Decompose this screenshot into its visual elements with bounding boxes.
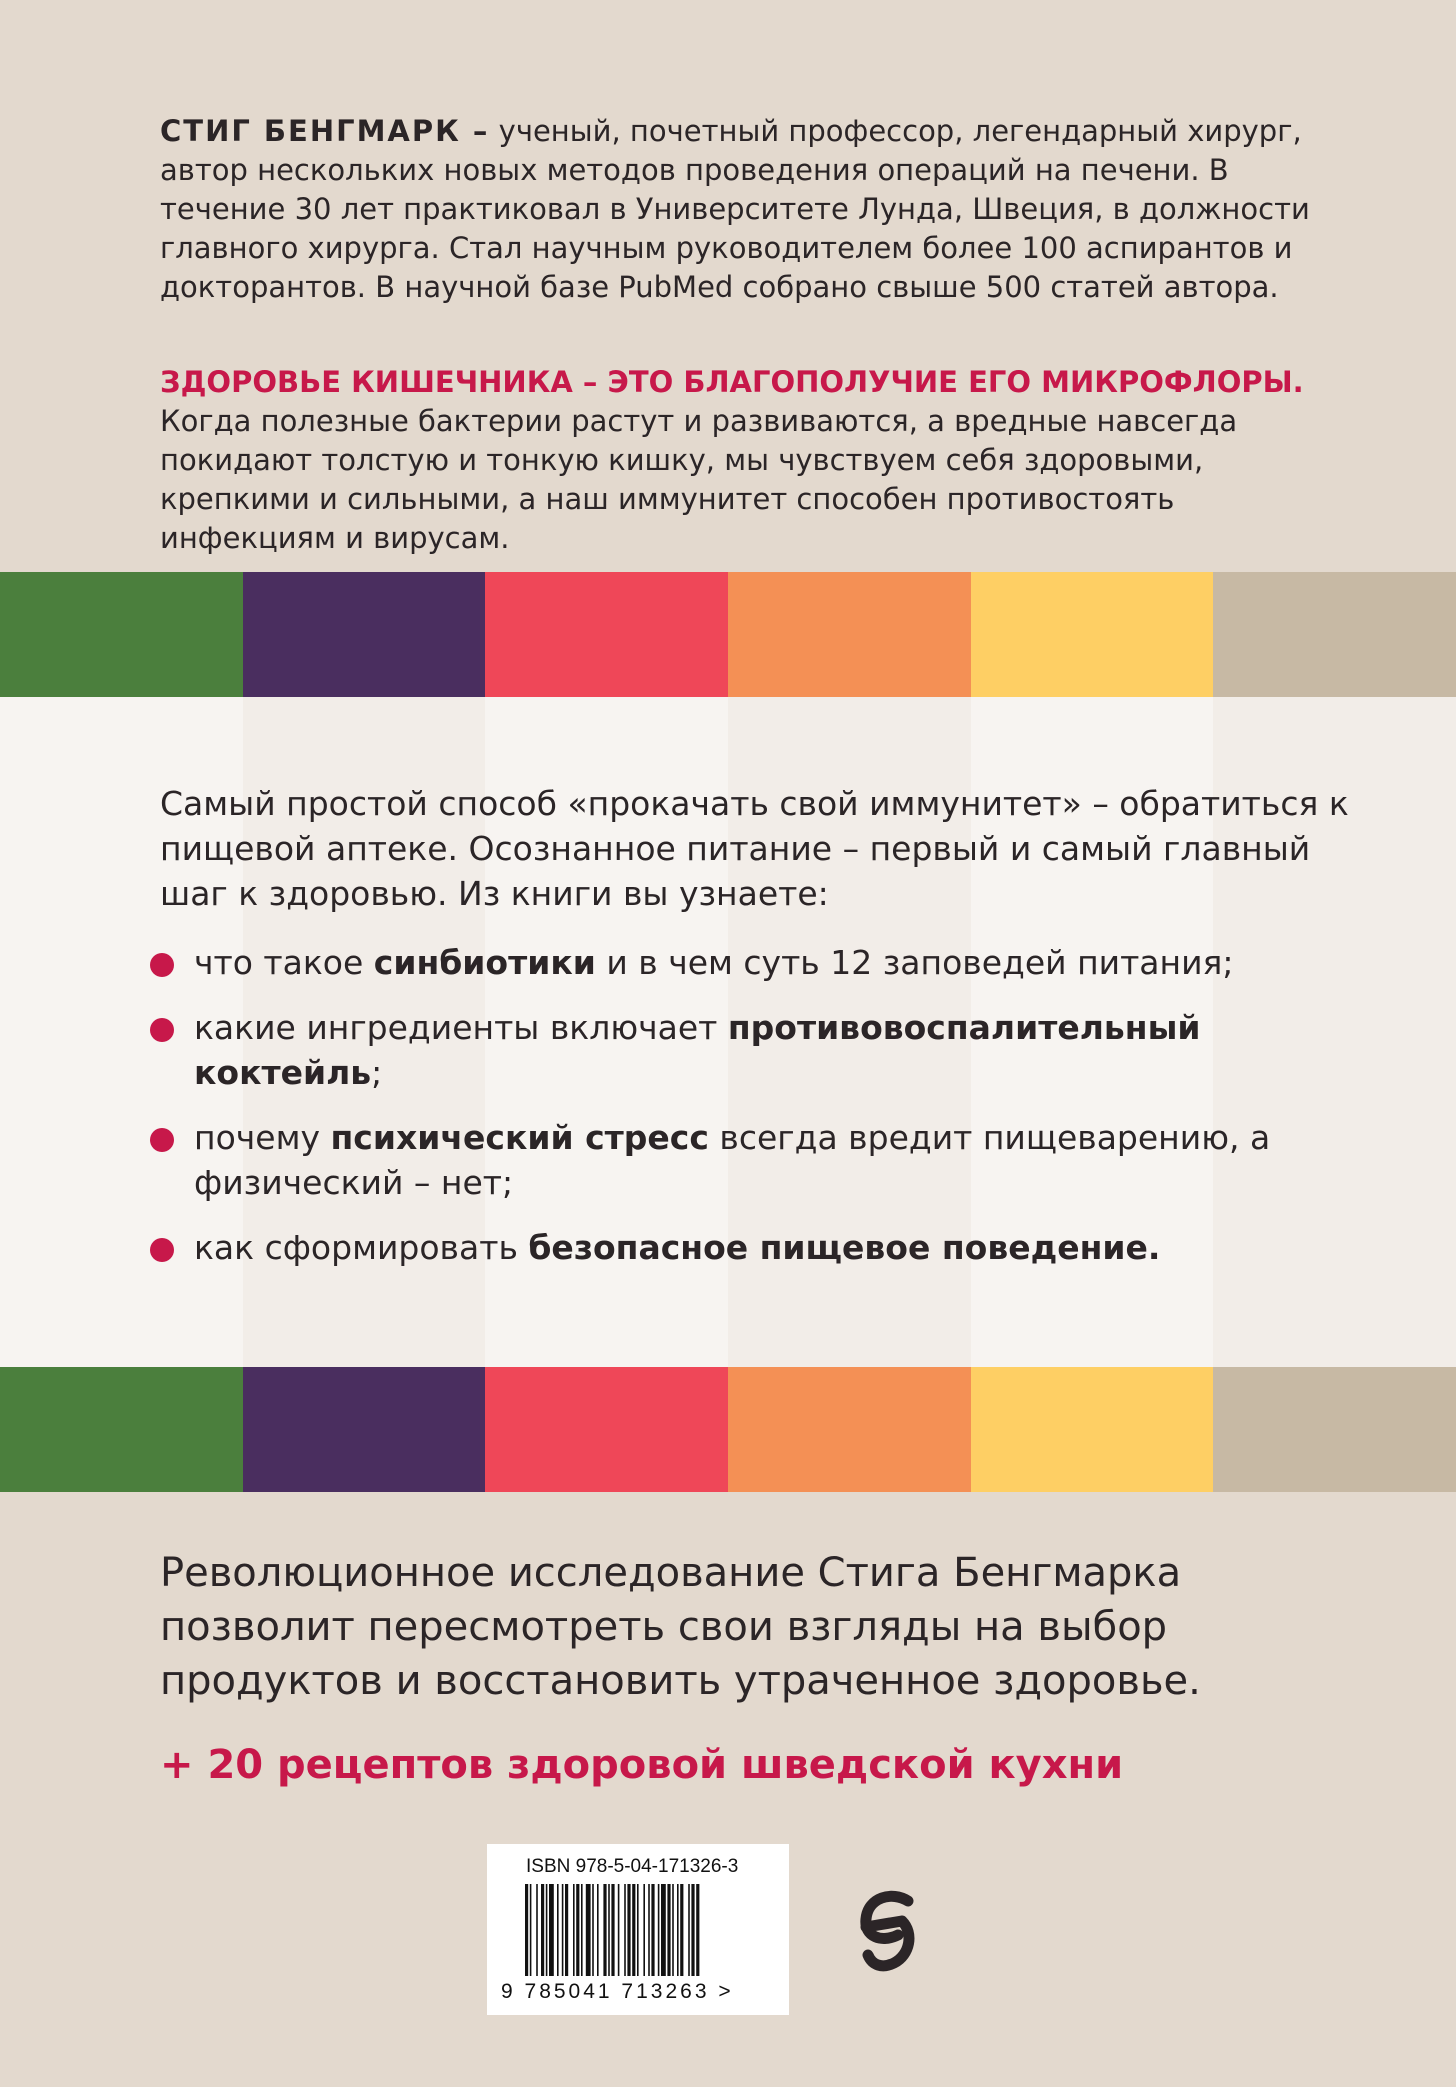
- list-item: какие ингредиенты включает противовоспалительный коктейль;: [150, 1005, 1350, 1095]
- color-stripe-bottom: [0, 1367, 1456, 1492]
- bullet-dot-icon: [150, 953, 174, 977]
- stripe-segment: [971, 1367, 1214, 1492]
- barcode: [487, 1844, 789, 2015]
- benefits-list: [150, 940, 1350, 1290]
- stripe-segment: [0, 1367, 243, 1492]
- author-bio-lead: СТИГ БЕНГМАРК –: [160, 114, 490, 148]
- author-bio-text: ученый, почетный профессор, легендарный хирург, автор нескольких новых методов проведения операций на печени. В течение 30 лет практиковал в Университете Лунда, Швеция, в должности главного хирурга. Стал научным руководителем более 100 аспирантов и докторантов. В научной базе PubMed собрано свыше 500 статей автора.: [160, 114, 1310, 304]
- stripe-segment: [485, 572, 728, 697]
- color-stripe-top: [0, 572, 1456, 697]
- list-item: как сформировать безопасное пищевое поведение.: [150, 1225, 1350, 1270]
- stripe-segment: [728, 572, 971, 697]
- barcode-bars-icon: [525, 1884, 753, 1976]
- stripe-segment: [1213, 1367, 1456, 1492]
- stripe-segment: [243, 572, 486, 697]
- bullet-dot-icon: [150, 1128, 174, 1152]
- stripe-segment: [1213, 572, 1456, 697]
- barcode-digits: 9 785041 713263 >: [501, 1980, 734, 2003]
- bullet-dot-icon: [150, 1018, 174, 1042]
- stripe-segment: [0, 572, 243, 697]
- stripe-segment: [485, 1367, 728, 1492]
- stripe-segment: [971, 572, 1214, 697]
- intro-paragraph: [160, 363, 1340, 558]
- book-description: Самый простой способ «прокачать свой иммунитет» – обратиться к пищевой аптеке. Осознанное питание – первый и самый главный шаг к здоровью. Из книги вы узнаете:: [160, 784, 1349, 913]
- eksmo-logo-icon: [858, 1889, 920, 1985]
- list-item: что такое синбиотики и в чем суть 12 заповедей питания;: [150, 940, 1350, 985]
- isbn-label: ISBN 978-5-04-171326-3: [526, 1856, 739, 1877]
- intro-lead: ЗДОРОВЬЕ КИШЕЧНИКА – ЭТО БЛАГОПОЛУЧИЕ ЕГО МИКРОФЛОРЫ.: [160, 365, 1304, 399]
- stripe-segment: [243, 1367, 486, 1492]
- list-item: почему психический стресс всегда вредит пищеварению, а физический – нет;: [150, 1115, 1350, 1205]
- bullet-dot-icon: [150, 1238, 174, 1262]
- recipes-tagline: + 20 рецептов здоровой шведской кухни: [160, 1742, 1124, 1788]
- intro-text: Когда полезные бактерии растут и развиваются, а вредные навсегда покидают толстую и тонкую кишку, мы чувствуем себя здоровыми, крепкими и сильными, а наш иммунитет способен противостоять инфекциям и вирусам.: [160, 404, 1238, 555]
- stripe-segment: [728, 1367, 971, 1492]
- author-bio: [160, 112, 1340, 307]
- closing-text: Революционное исследование Стига Бенгмарка позволит пересмотреть свои взгляды на выбор продуктов и восстановить утраченное здоровье.: [160, 1550, 1201, 1704]
